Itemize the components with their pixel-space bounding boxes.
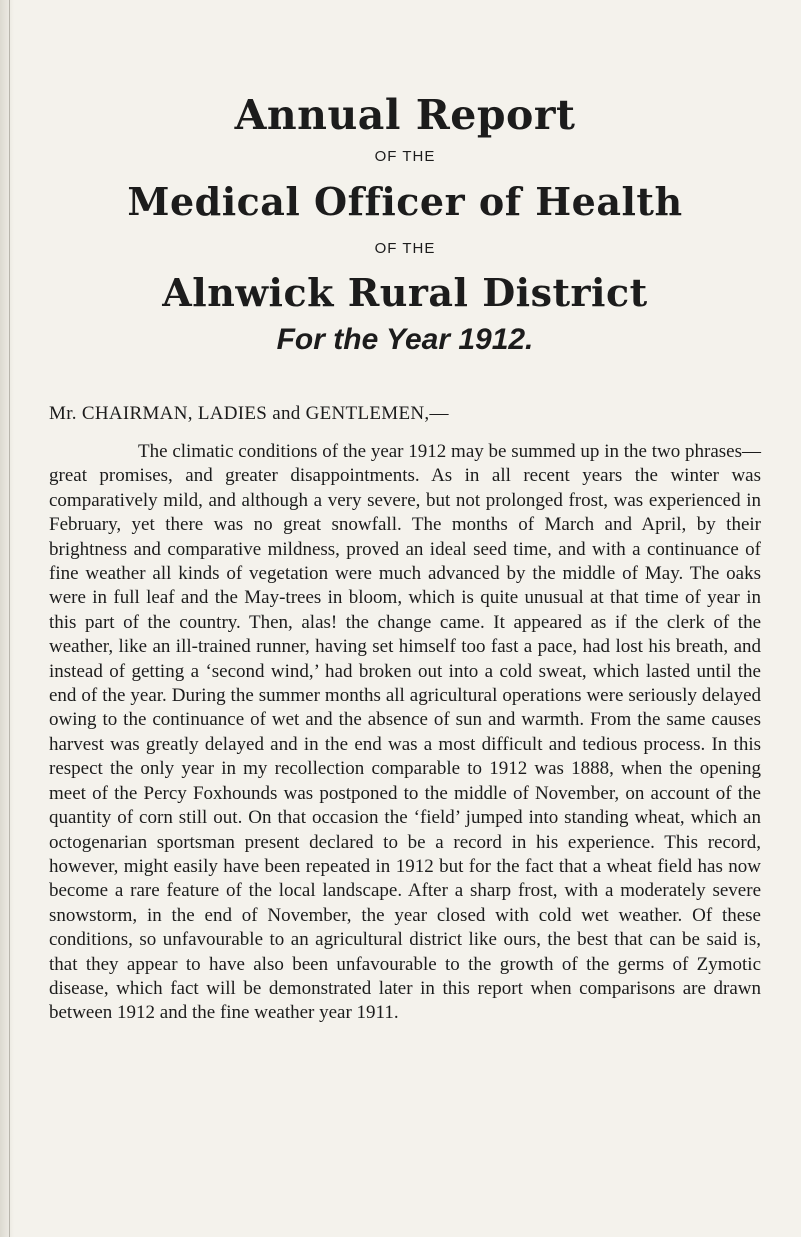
letter-paragraph: The climatic conditions of the year 1912 may be summed up in the two phrases—great promises, and greater disappointments. As in all recent years the winter was comparatively mild, and although a very severe, but not prolonged frost, was experienced in February, yet there was no great snowfall. The months of March and April, by their brightness and comparative mildness, proved an ideal seed time, and with a continuance of fine weather all kinds of vegetation were much advanced by the middle of May. The oaks were in full leaf and the May-trees in bloom, which is quite unusual at that time of year in this part of the country. Then, alas! the change came. It appeared as if the clerk of the weather, like an ill-trained runner, having set himself too fast a pace, had lost his breath, and instead of getting a ‘second wind,’ had broken out into a cold sweat, which lasted until the end of the year. During the summer months all agricultural operations were seriously delayed owing to the continuance of wet and the absence of sun and warmth. From the same causes harvest was greatly delayed and in the end was a most difficult and tedious process. In this respect the only year in my recollection comparable to 1912 was 1888, when the opening meet of the Percy Foxhounds was postponed to the middle of November, on account of the quantity of corn still out. On that occasion the ‘field’ jumped into standing wheat, which an octogenarian sportsman present declared to be a record in his experience. This record, however, might easily have been repeated in 1912 but for the fact that a wheat field has now become a rare feature of the local landscape. After a sharp frost, with a moderately severe snowstorm, in the end of November, the year closed with cold wet weather. Of these conditions, so unfavourable to an agricultural district like ours, the best that can be said is, that they appear to have also been unfavourable to the growth of the germs of Zymotic disease, which fact will be demonstrated later in this report when comparisons are drawn between 1912 and the fine weather year 1911. [49,441,761,1024]
page-binding-line [9,0,10,1237]
page-binding-edge [0,0,14,1237]
title-of-the-1: OF THE [374,148,436,165]
title-district: Alnwick Rural District [162,270,648,315]
letter-salutation: Mr. CHAIRMAN, LADIES and GENTLEMEN,— [49,403,449,424]
title-of-the-2: OF THE [374,240,436,257]
title-medical-officer: Medical Officer of Health [127,179,683,224]
title-annual-report: Annual Report [234,91,576,139]
report-year: For the Year 1912. [276,323,534,356]
